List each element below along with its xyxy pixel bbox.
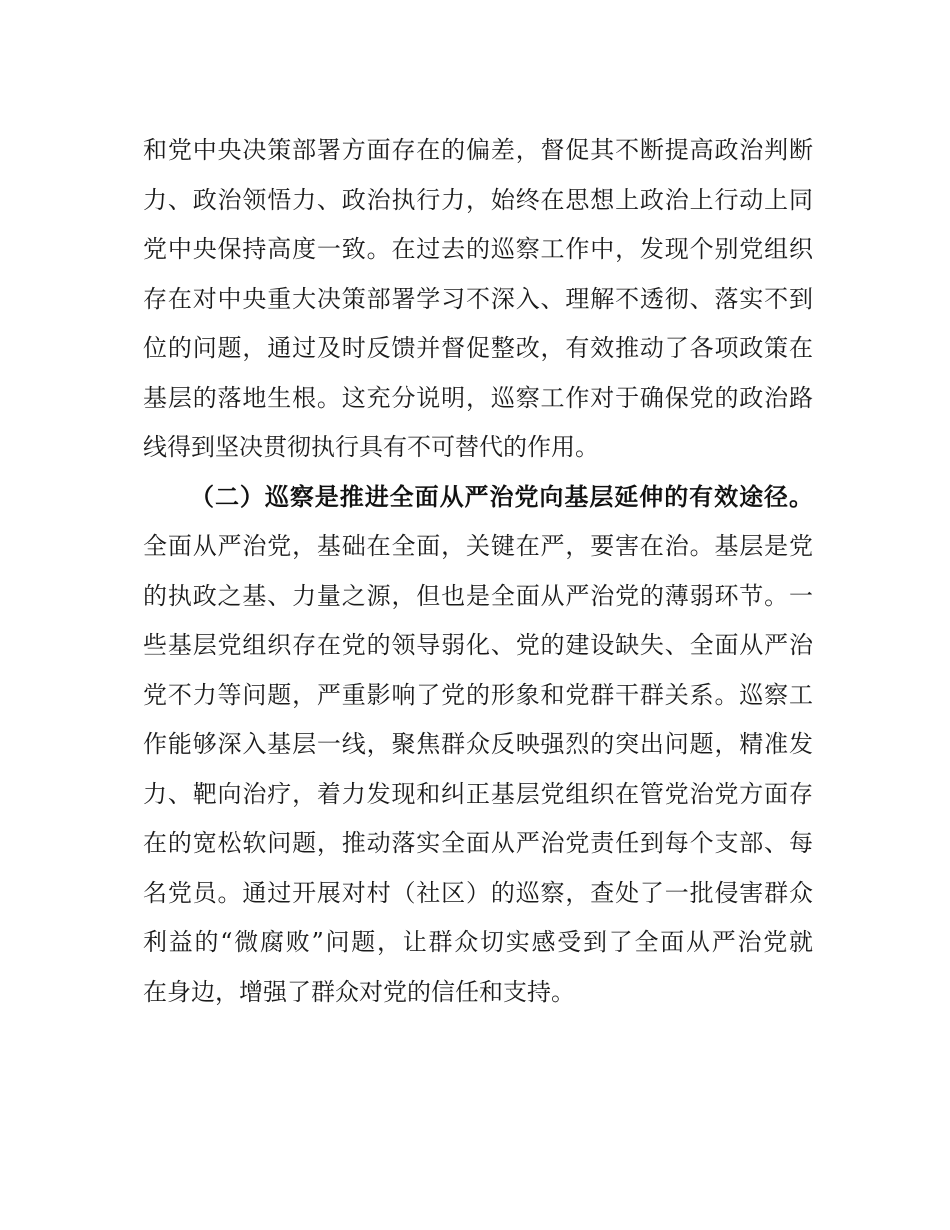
paragraph-line: 的执政之基、力量之源，但也是全面从严治党的薄弱环节。一 <box>143 582 813 610</box>
section-heading: （二）巡察是推进全面从严治党向基层延伸的有效途径。 <box>190 483 813 511</box>
paragraph-line: 利益的“微腐败”问题，让群众切实感受到了全面从严治党就 <box>143 928 813 956</box>
paragraph-line: 些基层党组织存在党的领导弱化、党的建设缺失、全面从严治 <box>143 631 813 659</box>
paragraph-line: 作能够深入基层一线，聚焦群众反映强烈的突出问题，精准发 <box>143 730 813 758</box>
paragraph-line: 位的问题，通过及时反馈并督促整改，有效推动了各项政策在 <box>143 334 813 362</box>
paragraph-line: 在身边，增强了群众对党的信任和支持。 <box>143 978 575 1006</box>
paragraph-line: 在的宽松软问题，推动落实全面从严治党责任到每个支部、每 <box>143 829 813 857</box>
paragraph-line: 名党员。通过开展对村（社区）的巡察，查处了一批侵害群众 <box>143 879 813 907</box>
paragraph-line: 党不力等问题，严重影响了党的形象和党群干群关系。巡察工 <box>143 681 813 709</box>
paragraph-line: 力、政治领悟力、政治执行力，始终在思想上政治上行动上同 <box>143 186 813 214</box>
paragraph-line: 和党中央决策部署方面存在的偏差，督促其不断提高政治判断 <box>143 136 813 164</box>
paragraph-line: 力、靶向治疗，着力发现和纠正基层党组织在管党治党方面存 <box>143 780 813 808</box>
paragraph-line: 全面从严治党，基础在全面，关键在严，要害在治。基层是党 <box>143 532 813 560</box>
paragraph-line: 党中央保持高度一致。在过去的巡察工作中，发现个别党组织 <box>143 235 813 263</box>
paragraph-line: 基层的落地生根。这充分说明，巡察工作对于确保党的政治路 <box>143 384 813 412</box>
paragraph-line: 存在对中央重大决策部署学习不深入、理解不透彻、落实不到 <box>143 285 813 313</box>
paragraph-line: 线得到坚决贯彻执行具有不可替代的作用。 <box>143 433 599 461</box>
